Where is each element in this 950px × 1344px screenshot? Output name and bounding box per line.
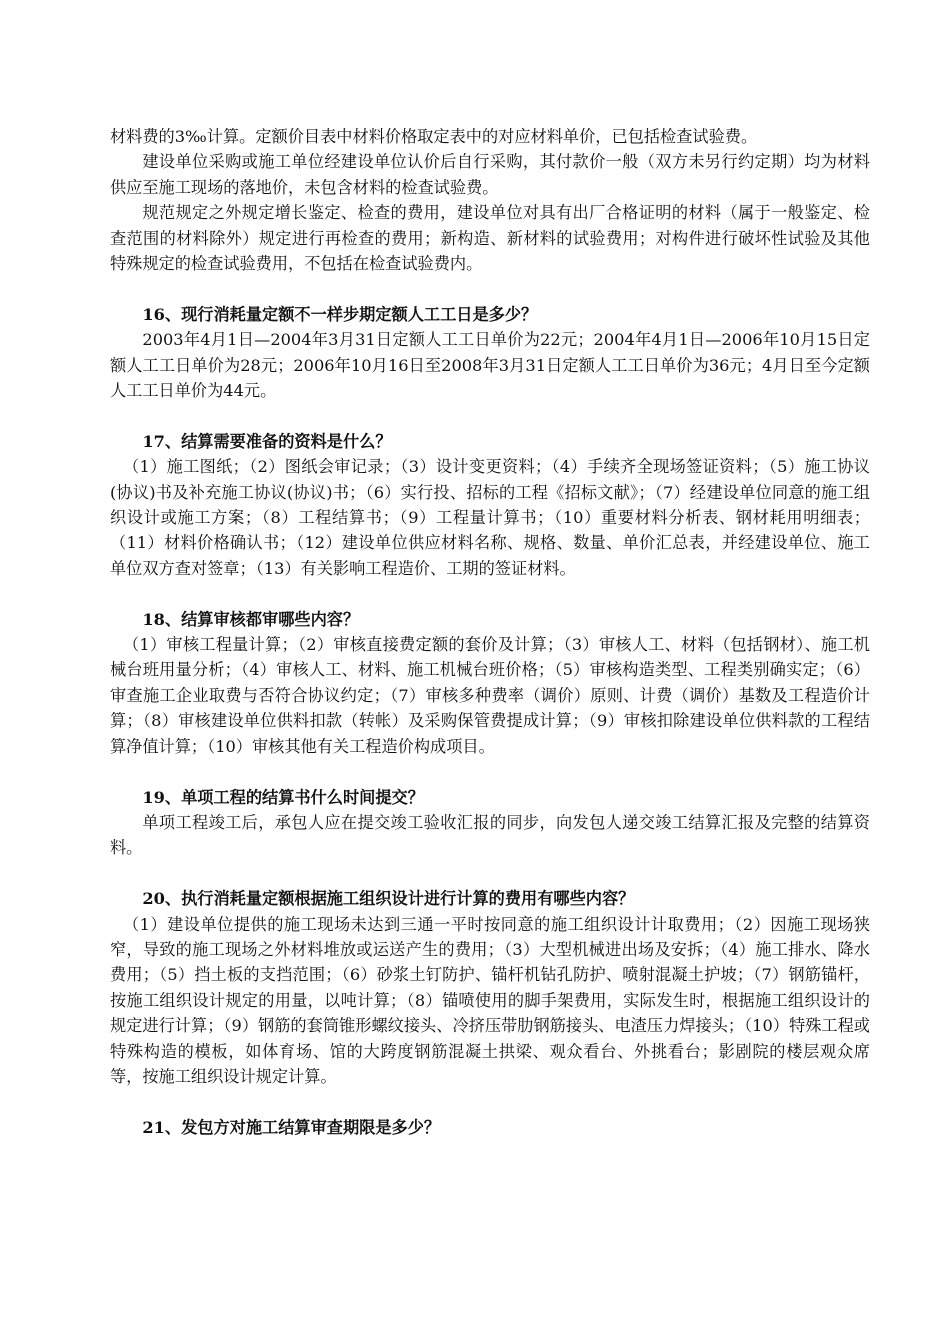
section-16-heading: 16、现行消耗量定额不一样步期定额人工工日是多少？ [142, 304, 538, 324]
section-17-body: （1）施工图纸；（2）图纸会审记录；（3）设计变更资料；（4）手续齐全现场签证资料；（5）施工协议(协议)书及补充施工协议(协议)书；（6）实行投、招标的工程《招标文献》；（7）经建设单位同意的施工组织设计或施工方案；（8）工程结算书；（9）工程量计算书；（10）重要材料分析表、钢材耗用明细表；（11）材料价格确认书；（12）建设单位供应材料名称、规格、数量、单价汇总表，并经建设单位、施工单位双方查对签章；（13）有关影响工程造价、工期的签证材料。 [110, 457, 870, 578]
intro-paragraph-1: 材料费的3‰计算。定额价目表中材料价格取定表中的对应材料单价，已包括检查试验费。 [110, 127, 758, 146]
document-page [110, 124, 870, 1140]
section-19-heading: 19、单项工程的结算书什么时间提交？ [142, 787, 424, 807]
section-18-body: （1）审核工程量计算；（2）审核直接费定额的套价及计算；（3）审核人工、材料（包括钢材）、施工机械台班用量分析；（4）审核人工、材料、施工机械台班价格；（5）审核构造类型、工程类别确实定；（6）审查施工企业取费与否符合协议约定；（7）审核多种费率（调价）原则、计费（调价）基数及工程造价计算；（8）审核建设单位供料扣款（转帐）及采购保管费提成计算；（9）审核扣除建设单位供料款的工程结算净值计算；（10）审核其他有关工程造价构成项目。 [110, 635, 870, 756]
section-17-heading: 17、结算需要准备的资料是什么？ [142, 431, 392, 451]
intro-paragraph-2: 建设单位采购或施工单位经建设单位认价后自行采购，其付款价一般（双方未另行约定期）均为材料供应至施工现场的落地价，未包含材料的检查试验费。 [110, 152, 870, 197]
section-20-body: （1）建设单位提供的施工现场未达到三通一平时按同意的施工组织设计计取费用；（2）因施工现场狭窄，导致的施工现场之外材料堆放或运送产生的费用；（3）大型机械进出场及安拆；（4）施工排水、降水费用；（5）挡土板的支挡范围；（6）砂浆土钉防护、锚杆机钻孔防护、喷射混凝土护坡；（7）钢筋锚杆，按施工组织设计规定的用量，以吨计算；（8）锚喷使用的脚手架费用，实际发生时，根据施工组织设计的规定进行计算；（9）钢筋的套筒锥形螺纹接头、冷挤压带肋钢筋接头、电渣压力焊接头；（10）特殊工程或特殊构造的模板，如体育场、馆的大跨度钢筋混凝土拱梁、观众看台、外挑看台；影剧院的楼层观众席等，按施工组织设计规定计算。 [110, 914, 870, 1086]
intro-paragraph-3: 规范规定之外规定增长鉴定、检查的费用，建设单位对具有出厂合格证明的材料（属于一般鉴定、检查范围的材料除外）规定进行再检查的费用；新构造、新材料的试验费用；对构件进行破坏性试验及其他特殊规定的检查试验费用，不包括在检查试验费内。 [110, 203, 870, 274]
section-16-body: 2003年4月1日—2004年3月31日定额人工工日单价为22元；2004年4月1日—2006年10月15日定额人工工日单价为28元；2006年10月16日至2008年3月31日定额人工工日单价为36元；4月日至今定额人工工日单价为44元。 [110, 330, 870, 401]
section-20-heading: 20、执行消耗量定额根据施工组织设计进行计算的费用有哪些内容？ [142, 889, 635, 909]
section-18-heading: 18、结算审核都审哪些内容？ [142, 609, 360, 629]
section-21-heading: 21、发包方对施工结算审查期限是多少？ [142, 1117, 441, 1137]
section-19-body: 单项工程竣工后，承包人应在提交竣工验收汇报的同步，向发包人递交竣工结算汇报及完整的结算资料。 [110, 812, 870, 858]
